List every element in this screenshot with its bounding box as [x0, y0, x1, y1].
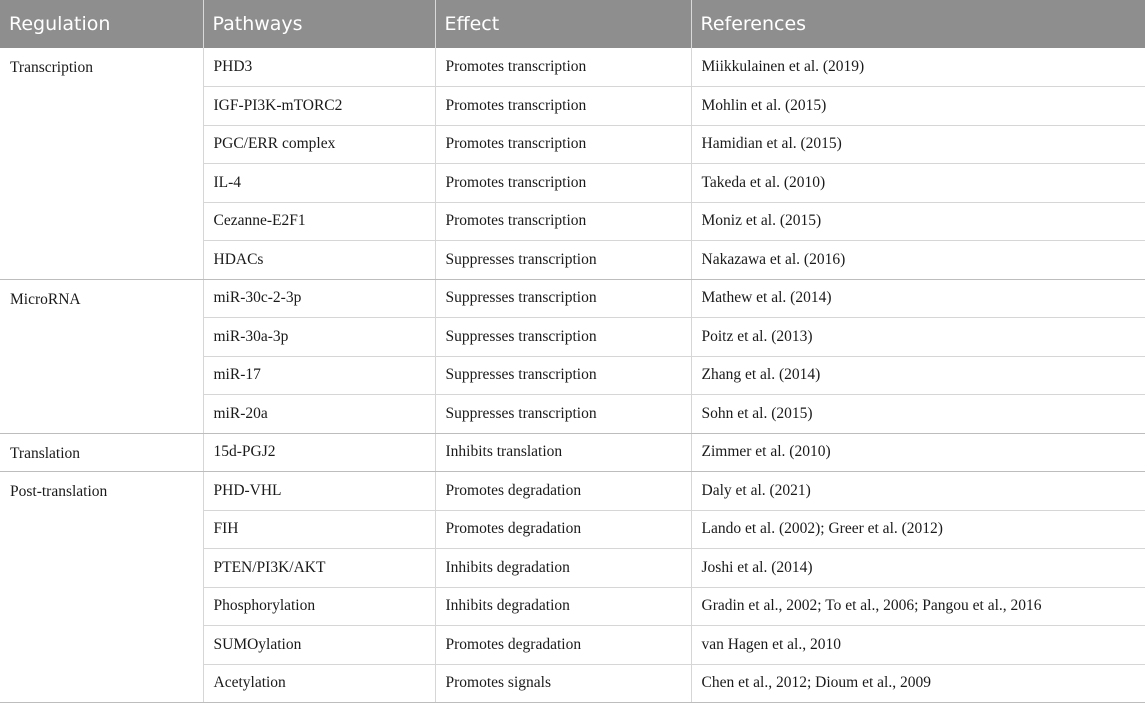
pathway-cell: PGC/ERR complex	[203, 125, 435, 164]
reference-cell: Mohlin et al. (2015)	[691, 87, 1145, 126]
reference-cell: Daly et al. (2021)	[691, 472, 1145, 511]
regulation-cell: Post-translation	[0, 472, 203, 703]
reference-cell: Poitz et al. (2013)	[691, 318, 1145, 357]
table-header	[0, 0, 1145, 48]
table-row	[0, 433, 1145, 472]
table-row	[0, 472, 1145, 511]
pathway-cell: IGF-PI3K-mTORC2	[203, 87, 435, 126]
header-pathways: Pathways	[203, 0, 435, 48]
pathway-cell: miR-20a	[203, 395, 435, 434]
effect-cell: Suppresses transcription	[435, 318, 691, 357]
effect-cell: Promotes signals	[435, 664, 691, 703]
header-regulation: Regulation	[0, 0, 203, 48]
pathway-cell: SUMOylation	[203, 626, 435, 665]
effect-cell: Promotes transcription	[435, 164, 691, 203]
effect-cell: Inhibits translation	[435, 433, 691, 472]
pathway-cell: miR-30c-2-3p	[203, 279, 435, 318]
reference-cell: Gradin et al., 2002; To et al., 2006; Pangou et al., 2016	[691, 587, 1145, 626]
pathway-cell: Phosphorylation	[203, 587, 435, 626]
effect-cell: Promotes transcription	[435, 125, 691, 164]
pathway-cell: 15d-PGJ2	[203, 433, 435, 472]
pathway-cell: FIH	[203, 510, 435, 549]
effect-cell: Promotes degradation	[435, 472, 691, 511]
effect-cell: Suppresses transcription	[435, 241, 691, 280]
effect-cell: Suppresses transcription	[435, 279, 691, 318]
pathway-cell: Acetylation	[203, 664, 435, 703]
pathway-cell: HDACs	[203, 241, 435, 280]
table-row	[0, 279, 1145, 318]
reference-cell: Hamidian et al. (2015)	[691, 125, 1145, 164]
reference-cell: Mathew et al. (2014)	[691, 279, 1145, 318]
pathway-cell: miR-17	[203, 356, 435, 395]
header-references: References	[691, 0, 1145, 48]
pathway-cell: IL-4	[203, 164, 435, 203]
regulation-cell: Transcription	[0, 48, 203, 279]
reference-cell: van Hagen et al., 2010	[691, 626, 1145, 665]
pathway-cell: PTEN/PI3K/AKT	[203, 549, 435, 588]
reference-cell: Moniz et al. (2015)	[691, 202, 1145, 241]
table-body	[0, 48, 1145, 703]
reference-cell: Lando et al. (2002); Greer et al. (2012)	[691, 510, 1145, 549]
pathway-cell: miR-30a-3p	[203, 318, 435, 357]
reference-cell: Chen et al., 2012; Dioum et al., 2009	[691, 664, 1145, 703]
effect-cell: Promotes transcription	[435, 48, 691, 87]
pathway-cell: Cezanne-E2F1	[203, 202, 435, 241]
reference-cell: Takeda et al. (2010)	[691, 164, 1145, 203]
reference-cell: Zimmer et al. (2010)	[691, 433, 1145, 472]
reference-cell: Miikkulainen et al. (2019)	[691, 48, 1145, 87]
reference-cell: Zhang et al. (2014)	[691, 356, 1145, 395]
table-row	[0, 48, 1145, 87]
effect-cell: Inhibits degradation	[435, 549, 691, 588]
pathway-cell: PHD-VHL	[203, 472, 435, 511]
reference-cell: Nakazawa et al. (2016)	[691, 241, 1145, 280]
effect-cell: Suppresses transcription	[435, 395, 691, 434]
pathway-cell: PHD3	[203, 48, 435, 87]
effect-cell: Inhibits degradation	[435, 587, 691, 626]
reference-cell: Joshi et al. (2014)	[691, 549, 1145, 588]
header-effect: Effect	[435, 0, 691, 48]
effect-cell: Promotes transcription	[435, 202, 691, 241]
header-row	[0, 0, 1145, 48]
regulation-cell: Translation	[0, 433, 203, 472]
regulation-cell: MicroRNA	[0, 279, 203, 433]
effect-cell: Promotes transcription	[435, 87, 691, 126]
reference-cell: Sohn et al. (2015)	[691, 395, 1145, 434]
effect-cell: Promotes degradation	[435, 626, 691, 665]
effect-cell: Promotes degradation	[435, 510, 691, 549]
effect-cell: Suppresses transcription	[435, 356, 691, 395]
